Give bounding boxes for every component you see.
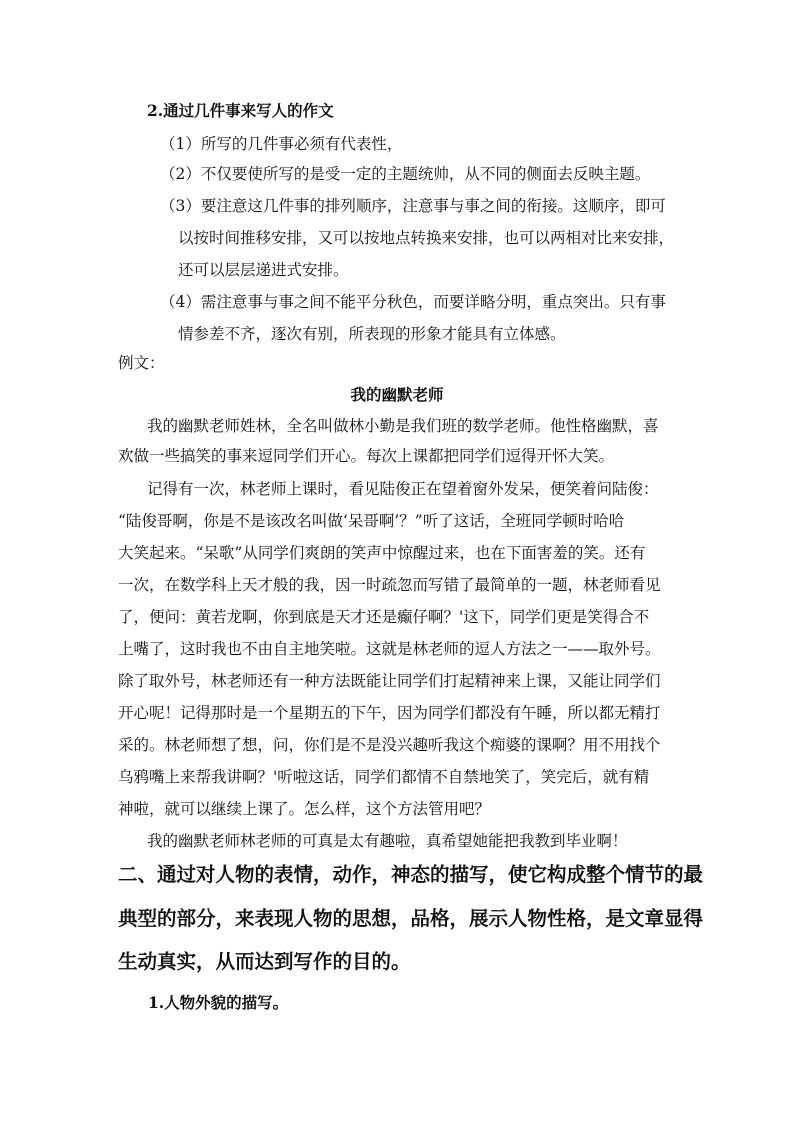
paragraph-line: 乌鸦嘴上来帮我讲啊？'听啦这话，同学们都情不自禁地笑了，笑完后，就有精	[118, 768, 650, 786]
paragraph-line: 大笑起来。“呆歌”从同学们爽朗的笑声中惊醒过来，也在下面害羞的笑。还有	[118, 544, 646, 562]
example-title: 我的幽默老师	[350, 385, 444, 404]
paragraph-line: 神啦，就可以继续上课了。怎么样，这个方法管用吧？	[118, 800, 491, 818]
paragraph-line: 除了取外号，林老师还有一种方法既能让同学们打起精神来上课，又能让同学们	[118, 672, 661, 690]
subheading: 1.人物外貌的描写。	[148, 993, 289, 1012]
paragraph-line: 我的幽默老师林老师的可真是太有趣啦，真希望她能把我教到毕业啊！	[147, 832, 628, 850]
paragraph-line: 我的幽默老师姓林，全名叫做林小勤是我们班的数学老师。他性格幽默，喜	[147, 417, 659, 435]
list-item-line: 以按时间推移安排，又可以按地点转换来安排，也可以两相对比来安排，	[178, 229, 675, 247]
paragraph-line: 了，便问：黄若龙啊，你到底是天才还是癫仔啊？'这下，同学们更是笑得合不	[118, 608, 650, 626]
paragraph-line: 开心呢！记得那时是一个星期五的下午，因为同学们都没有午睡，所以都无精打	[118, 704, 661, 722]
paragraph-line: “陆俊哥啊，你是不是该改名叫做‘呆哥啊’？”听了这话，全班同学顿时哈哈	[118, 512, 625, 530]
list-item-line: 情参差不齐，逐次有别，所表现的形象才能具有立体感。	[178, 325, 566, 343]
section-two-line: 典型的部分，来表现人物的思想，品格，展示人物性格，是文章显得	[118, 907, 704, 930]
paragraph-line: 欢做一些搞笑的事来逗同学们开心。每次上课都把同学们逗得开怀大笑。	[118, 447, 615, 465]
paragraph-line: 上嘴了，这时我也不由自主地笑啦。这就是林老师的逗人方法之一——取外号。	[118, 640, 661, 658]
paragraph-line: 一次，在数学科上天才般的我，因一时疏忽而写错了最简单的一题，林老师看见	[118, 576, 661, 594]
section-two-line: 二、通过对人物的表情，动作，神态的描写，使它构成整个情节的最	[118, 863, 704, 886]
section-heading: 2.通过几件事来写人的作文	[147, 101, 334, 120]
paragraph-line: 记得有一次，林老师上课时，看见陆俊正在望着窗外发呆，便笑着问陆俊：	[147, 480, 659, 498]
section-two-line: 生动真实，从而达到写作的目的。	[118, 950, 411, 973]
list-item-line: （1）所写的几件事必须有代表性，	[160, 135, 403, 153]
paragraph-line: 采的。林老师想了想，问，你们是不是没兴趣听我这个痴婆的课啊？用不用找个	[118, 736, 661, 754]
example-label: 例文：	[118, 354, 165, 372]
list-item-line: （2）不仅要使所写的是受一定的主题统帅，从不同的侧面去反映主题。	[160, 165, 651, 183]
list-item-line: （4）需注意事与事之间不能平分秋色，而要详略分明，重点突出。只有事	[160, 293, 666, 311]
list-item-line: 还可以层层递进式安排。	[178, 261, 349, 279]
list-item-line: （3）要注意这几件事的排列顺序，注意事与事之间的衔接。这顺序，即可	[160, 197, 666, 215]
